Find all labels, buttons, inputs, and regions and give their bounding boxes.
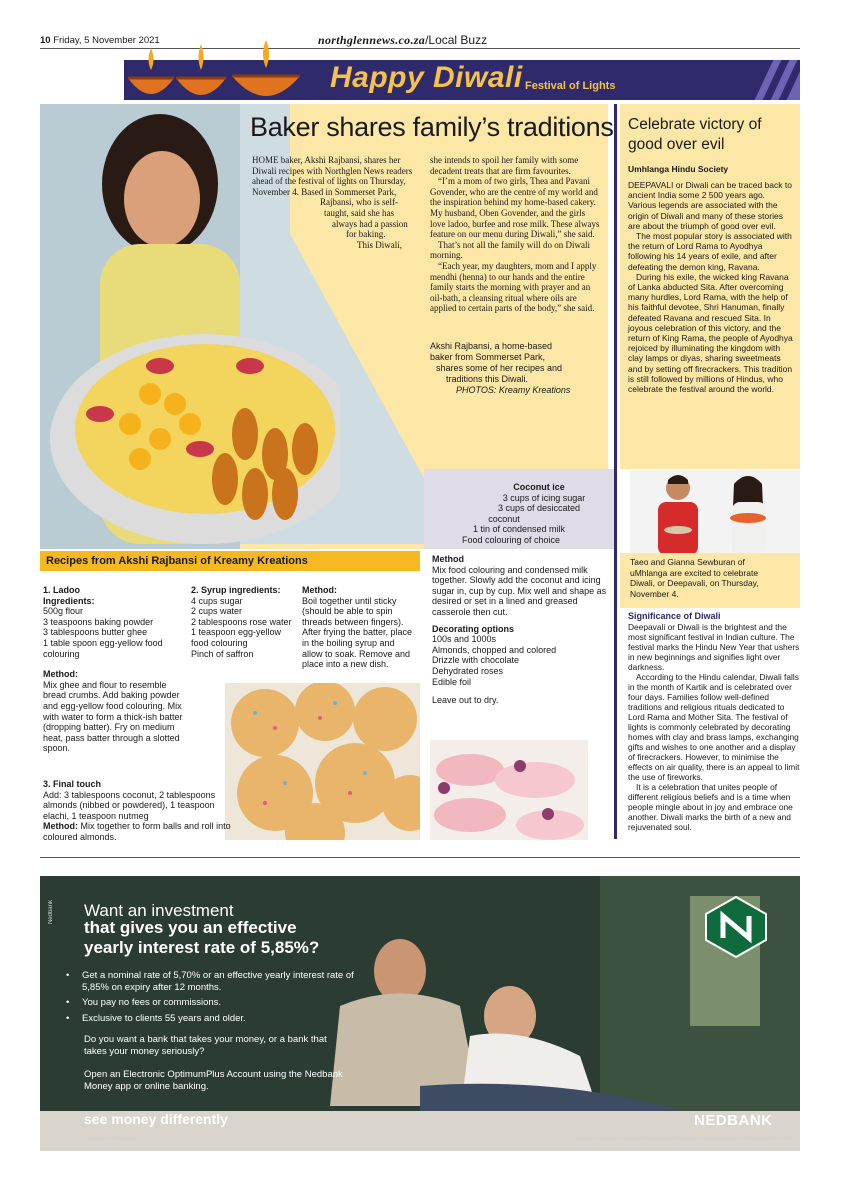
page-number: 10 [40, 35, 51, 46]
feature-line: always had a passion [332, 218, 408, 229]
ad-title-line1: Want an investment [84, 901, 234, 920]
sidebar-paragraph: The most popular story is associated with the return of Lord Rama to Ayodhya following his 14 years of exile, and after defeating the demon king, Ravana. [628, 231, 792, 272]
method-text: Boil together until sticky (should be able to spin threads between fingers). After frying the batter, place in the boiling syrup and allow to soak. Remove and place into a new dish. [302, 595, 413, 670]
caption-line: shares some of her recipes and [436, 363, 563, 373]
method-label: Method: [43, 669, 78, 680]
sidebar-headline-line: Celebrate victory of [628, 116, 762, 133]
feature-paragraph: “I’m a mom of two girls, Thea and Pavani Govender, who are the centre of my world and the inspiration behind my home-based cakery. My husband, Oben Govender, and the girls love ladoo, burfee and rose milk. These always feature on our menu during Diwali,” she said. [430, 176, 600, 240]
ad-vertical-code: Nedbank [48, 900, 54, 925]
ad-bullet: • Exclusive to clients 55 years and older. [66, 1013, 356, 1025]
method-label: Method [432, 554, 464, 564]
kids-caption-box [620, 553, 800, 608]
method-text: Mix food colouring and condensed milk together. Slowly add the coconut and icing sugar in, cup by cup. Mix well and shape as desired or set in a lined and greased casserole then cut. [432, 564, 607, 617]
sidebar-paragraph: During his exile, the wicked king Ravana of Lanka abducted Sita. After overcoming many hurdles, Lord Rama, with the help of his faithful devotee, Shri Hanuman, finally defeated Ravana and rescued Sita. In joyous celebration of this victory, and the return of King Rama, the people of Ayodhya rejoiced by illuminating the kingdom with clay lamps or diyas, sharing sweetmeats and by setting off firecrackers. This tradition is still followed by millions of Hindus, who celebrate the festival around the world. [628, 271, 793, 395]
ad-fine-print-right: Nedbank Ltd Reg No 1951/000009/06. Licensed financial services and registered credit provider (NCRCP16). [576, 1136, 795, 1141]
feature-column-1 [252, 155, 417, 250]
sidebar-author: Umhlanga Hindu Society [628, 164, 729, 174]
decorating-item: 100s and 1000s [432, 634, 497, 645]
syrup-recipe [191, 585, 295, 659]
caption-line: Akshi Rajbansi, a home-based [430, 341, 553, 351]
ingredient: Pinch of saffron [191, 648, 254, 659]
method-text: Mix ghee and flour to resemble bread crumbs. Add baking powder and egg-yellow food colouring. Mix with water to form a thick-ish batter (dropping batter). Fry on medium heat, pass batter through a slotted spoon. [43, 679, 183, 754]
decorating-item: Almonds, chopped and colored [432, 644, 557, 655]
ingredient: 1 table spoon egg-yellow food colouring [43, 637, 163, 659]
method-label: Method: [43, 821, 78, 832]
ingredient: 3 cups of desiccated [497, 503, 581, 514]
significance-paragraph: Deepavali or Diwali is the brightest and the most significant festival in Indian culture. The festival marks the Hindu New Year that ushers in new beginnings and signifies light over darkness. [628, 622, 800, 672]
site-name[interactable]: northglennews.co.za [318, 33, 426, 47]
recipes-title: Recipes from Akshi Rajbansi of Kreamy Kreations [46, 555, 308, 567]
sidebar-headline [628, 115, 762, 155]
banner-title: Happy Diwali [330, 61, 523, 94]
decorating-item: Drizzle with chocolate [432, 655, 520, 666]
coconut-ingredients [434, 482, 604, 546]
content-bottom-rule [40, 857, 800, 858]
feature-line: Rajbansi, who is self- [320, 197, 398, 208]
coconut-method [432, 554, 607, 706]
ingredient: 4 cups sugar [191, 595, 243, 606]
nedbank-logo-icon [705, 896, 767, 958]
decorating-label: Decorating options [432, 623, 515, 634]
recipe-title: 3. Final touch [43, 779, 102, 789]
ladoo-photo [225, 683, 420, 840]
ingredient: 1 teaspoon egg-yellow food colouring [191, 627, 282, 648]
banner-subtitle: Festival of Lights [525, 80, 616, 92]
feature-paragraph: HOME baker, Akshi Rajbansi, shares her Diwali recipes with Northglen News readers ahead of the festival of lights on Thursday, November 4. Based in Sommerset Park, [252, 155, 413, 197]
feature-paragraph: “Each year, my daughters, mom and I apply mendhi (henna) to our hands and the entire family starts the morning with prayer and an oil-bath, a cleansing ritual where oils are applied to certain parts of the body,” she said. [430, 260, 597, 314]
ingredients-label: Ingredients: [43, 595, 95, 606]
feature-line: taught, said she has [324, 207, 394, 218]
method-label: Method: [302, 585, 337, 595]
ad-fine-print-left: Terms and conditions apply. [84, 1136, 140, 1141]
closing-note: Leave out to dry. [432, 695, 499, 706]
ad-bullet-list [66, 970, 356, 1028]
sidebar-headline-line: good over evil [628, 136, 725, 153]
feature-caption [430, 341, 570, 396]
recipe-text: Add: 3 tablespoons coconut, 2 tablespoons almonds (nibbed or powdered), 1 teaspoon elachi, 1 teaspoon nutmeg [43, 789, 216, 821]
kids-photo [630, 470, 800, 555]
syrup-method [302, 585, 417, 670]
coconut-title: Coconut ice [513, 482, 565, 492]
ingredient: 3 teaspoons baking powder [43, 616, 154, 627]
decorating-item: Edible foil [432, 676, 472, 687]
feature-line: for baking. [346, 229, 386, 240]
feature-paragraph: she intends to spoil her family with some decadent treats that are firm favourites. [430, 155, 579, 176]
kids-caption: Taeo and Gianna Sewburan of uMhlanga are excited to celebrate Diwali, or Deepavali, on Thursday, November 4. [630, 557, 759, 599]
photo-credit: PHOTOS: Kreamy Kreations [456, 385, 571, 395]
ingredient: 2 tablespoons rose water [191, 616, 292, 627]
caption-line: baker from Sommerset Park, [430, 352, 546, 362]
ladoo-recipe [43, 585, 183, 754]
ad-bullet: • You pay no fees or commissions. [66, 997, 356, 1009]
significance-paragraph: According to the Hindu calendar, Diwali falls in the month of Kartik and is celebrated over four days. Families follow well-defined traditions and religious rituals dedicated to Lord Rama and Mother Sita. The festival of lights is commonly celebrated by decorating homes with clay and brass lamps, exchanging gifts and wishes to one another and a display of firecrackers. However, to minimise the effects on air quality, there is an appeal to limit the use of fireworks. [628, 672, 800, 782]
nedbank-wordmark: NEDBANK [694, 1112, 773, 1129]
sidebar-paragraph: DEEPAVALI or Diwali can be traced back to ancient India some 2 500 years ago. Various legends are associated with the origin of Diwali and many of these stories are about the triumph of good over evil. [628, 180, 792, 231]
diya-lamps-icon [126, 40, 326, 106]
ad-paragraph-1: Do you want a bank that takes your money, or a bank that takes your money seriously? [84, 1034, 327, 1057]
ad-title-line2: that gives you an effective [84, 918, 297, 937]
ad-tagline: see money differently [84, 1111, 228, 1127]
ingredient: coconut [488, 513, 520, 524]
coconut-ice-photo [430, 740, 588, 840]
significance-paragraph: It is a celebration that unites people of different religious beliefs and is a time when people mingle about in joy and embrace one another. Diwali marks the birth of a new and rejuvenated soul. [628, 782, 793, 832]
feature-column-2 [430, 155, 600, 314]
recipe-title: 1. Ladoo [43, 585, 81, 595]
ingredient: 3 tablespoons butter ghee [43, 627, 148, 638]
feature-line: This Diwali, [357, 239, 402, 250]
sidebar-rule [614, 104, 617, 839]
ingredient: 2 cups water [191, 606, 243, 617]
significance-body [628, 622, 800, 832]
ingredient: 1 tin of condensed milk [472, 524, 566, 535]
ad-title-line3: yearly interest rate of 5,85%? [84, 938, 320, 957]
decorating-item: Dehydrated roses [432, 665, 504, 676]
sidebar-body [628, 180, 794, 394]
section-name: /Local Buzz [425, 33, 488, 47]
recipe-title: 2. Syrup ingredients: [191, 585, 281, 595]
method-text: Mix together to form balls and roll into coloured almonds. [43, 821, 231, 842]
ad-title [84, 918, 319, 958]
final-touch-recipe [43, 779, 238, 843]
masthead [318, 33, 487, 48]
ingredient: 3 cups of icing sugar [502, 492, 586, 503]
ad-bullet: • Get a nominal rate of 5,70% or an effective yearly interest rate of 5,85% on expiry after 12 months. [66, 970, 356, 993]
ingredient: 500g flour [43, 606, 84, 617]
ad-paragraph-2: Open an Electronic OptimumPlus Account using the Nedbank Money app or online banking. [84, 1069, 343, 1092]
issue-date: Friday, 5 November 2021 [53, 35, 160, 46]
significance-heading: Significance of Diwali [628, 611, 721, 621]
ingredient: Food colouring of choice [461, 534, 561, 545]
feature-paragraph: That’s not all the family will do on Diwali morning. [430, 239, 590, 261]
recipes-bar [40, 551, 420, 571]
caption-line: traditions this Diwali. [446, 374, 529, 384]
feature-headline: Baker shares family’s traditions [250, 112, 614, 142]
